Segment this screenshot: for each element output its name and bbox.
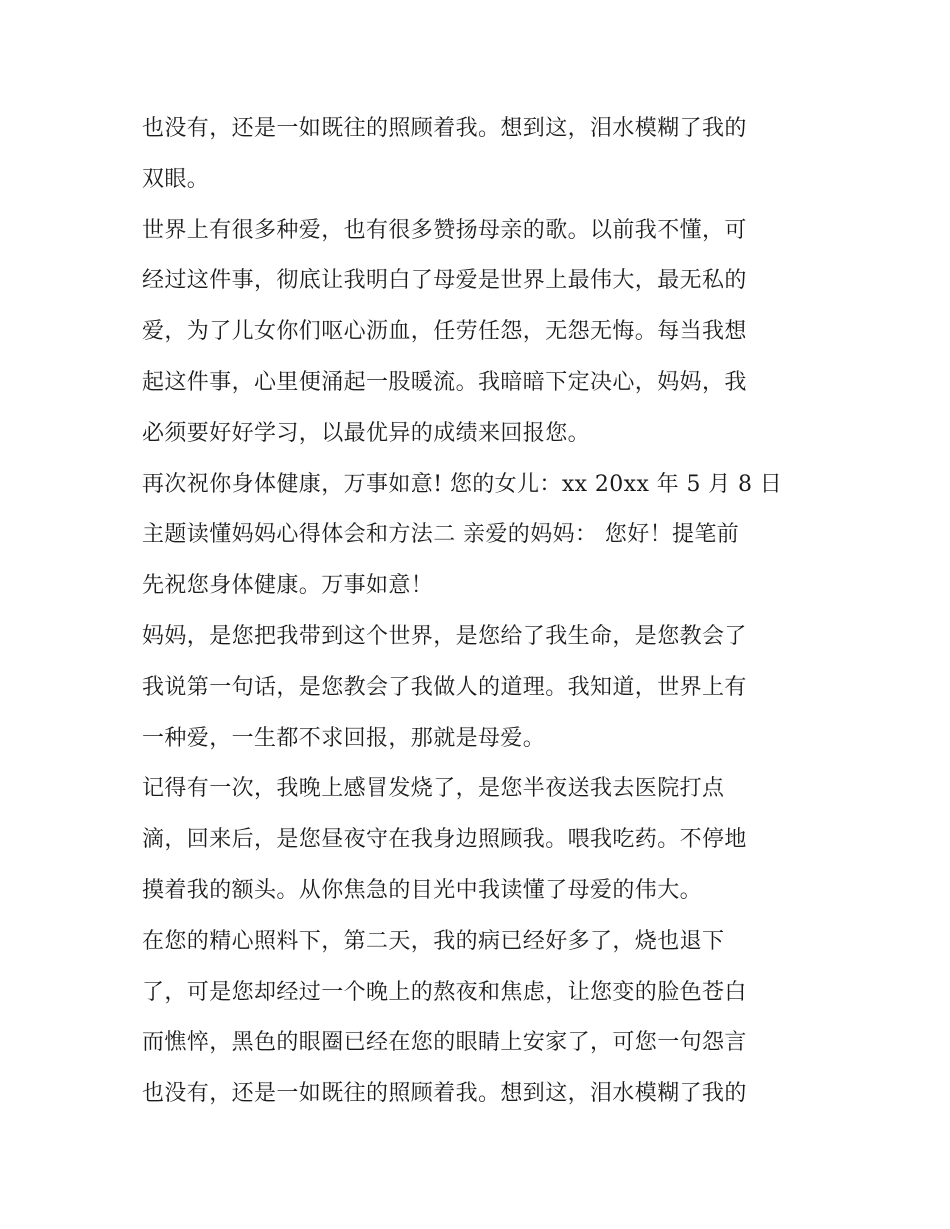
text-line: 再次祝你身体健康，万事如意! 您的女儿：xx 20xx 年 5 月 8 日 <box>142 471 783 497</box>
text-line: 记得有一次，我晚上感冒发烧了，是您半夜送我去医院打点 <box>142 776 725 802</box>
text-line: 滴，回来后，是您昼夜守在我身边照顾我。喂我吃药。不停地 <box>142 827 747 853</box>
text-line: 妈妈，是您把我带到这个世界，是您给了我生命，是您教会了 <box>142 623 747 649</box>
text-line: 双眼。 <box>142 166 210 192</box>
text-line: 爱，为了儿女你们呕心沥血，任劳任怨，无怨无悔。每当我想 <box>142 319 747 345</box>
text-line: 必须要好好学习，以最优异的成绩来回报您。 <box>142 420 591 446</box>
text-line: 一种爱，一生都不求回报，那就是母爱。 <box>142 725 546 751</box>
document-body <box>142 104 822 1120</box>
text-line: 在您的精心照料下，第二天，我的病已经好多了，烧也退下 <box>142 928 725 954</box>
text-line: 主题读懂妈妈心得体会和方法二 亲爱的妈妈： 您好！提笔前 <box>142 522 740 548</box>
text-line: 也没有，还是一如既往的照顾着我。想到这，泪水模糊了我的 <box>142 116 747 141</box>
text-line: 先祝您身体健康。万事如意！ <box>142 573 434 599</box>
text-line: 世界上有很多种爱，也有很多赞扬母亲的歌。以前我不懂，可 <box>142 217 747 243</box>
text-line: 也没有，还是一如既往的照顾着我。想到这，泪水模糊了我的 <box>142 1081 747 1107</box>
text-line: 我说第一句话，是您教会了我做人的道理。我知道，世界上有 <box>142 674 747 700</box>
text-line: 经过这件事，彻底让我明白了母爱是世界上最伟大，最无私的 <box>142 268 747 294</box>
text-line: 而憔悴，黑色的眼圈已经在您的眼睛上安家了，可您一句怨言 <box>142 1030 747 1056</box>
text-line: 摸着我的额头。从你焦急的目光中我读懂了母爱的伟大。 <box>142 877 703 903</box>
text-line: 起这件事，心里便涌起一股暖流。我暗暗下定决心，妈妈，我 <box>142 369 747 395</box>
text-line: 了，可是您却经过一个晚上的熬夜和焦虑，让您变的脸色苍白 <box>142 979 747 1005</box>
